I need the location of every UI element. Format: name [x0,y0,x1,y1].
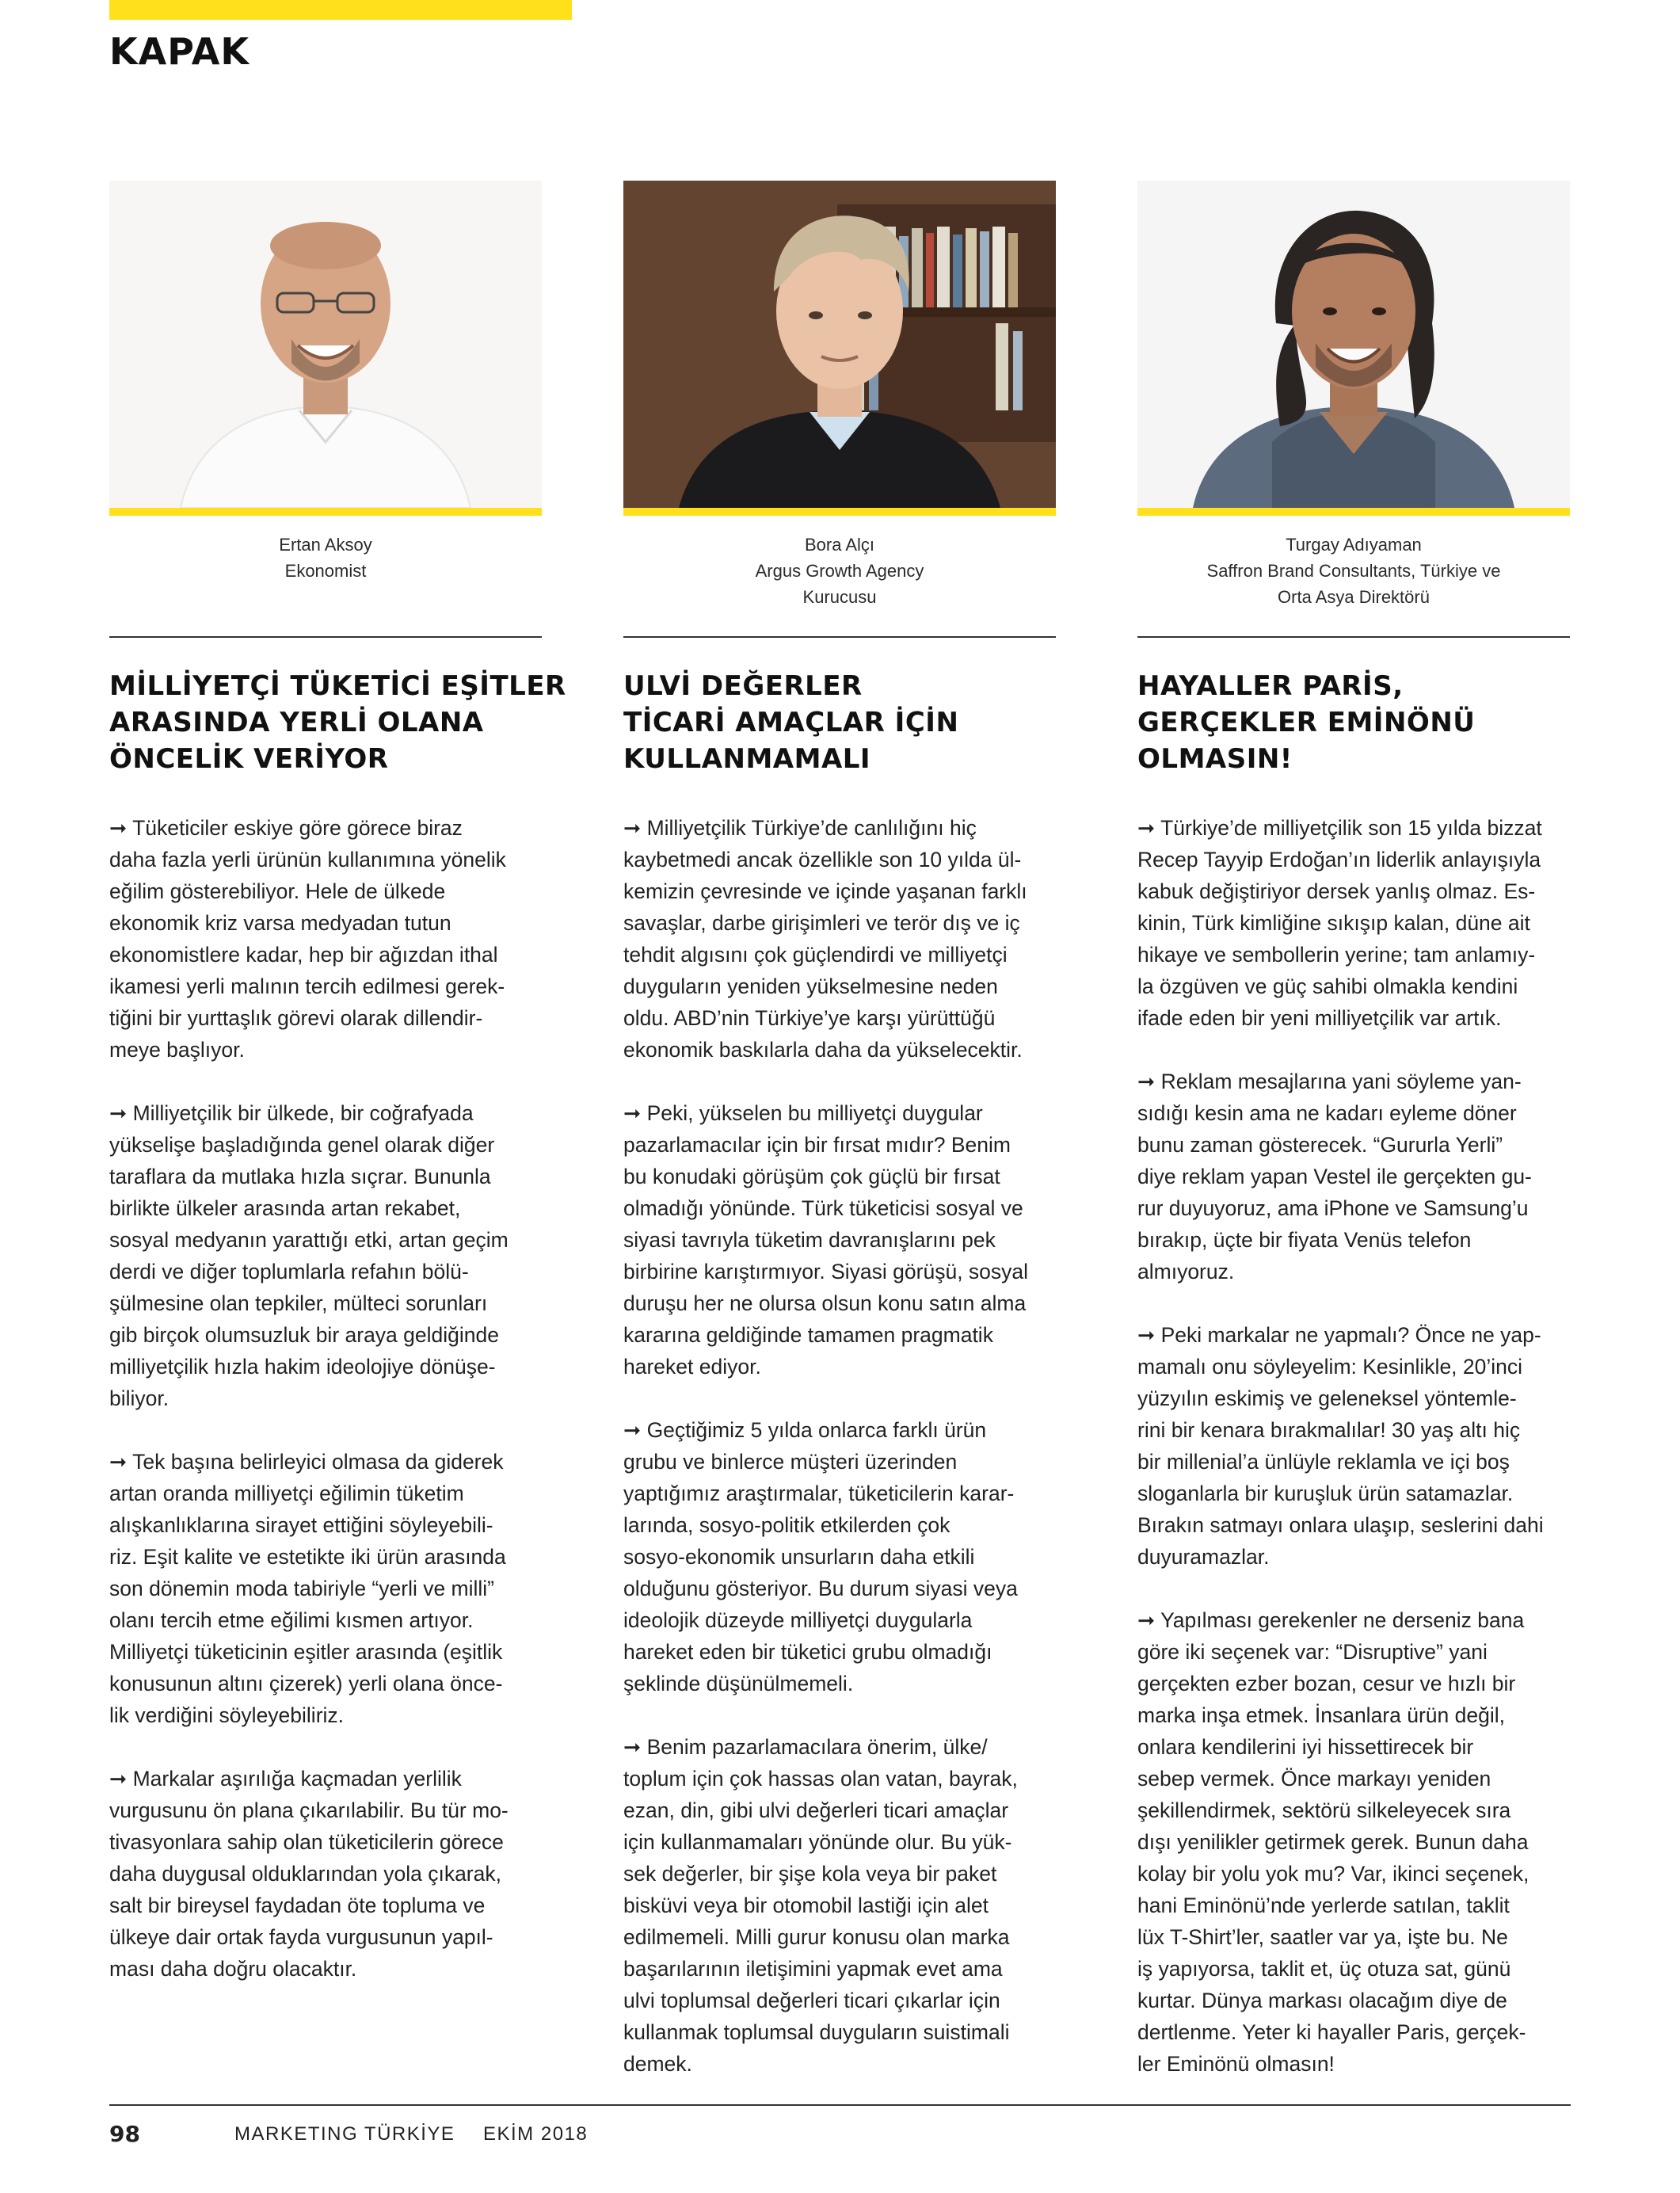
text-line: şülmesine olan tepkiler, mülteci sorunları [109,1291,488,1315]
magazine-name: MARKETING TÜRKİYE [234,2123,455,2145]
text-line: marka inşa etmek. İnsanlara ürün değil, [1137,1703,1505,1727]
text-line: birbirine karıştırmıyor. Siyasi görüşü, sosyal [623,1260,1029,1283]
person-caption [1137,532,1570,636]
text-line: riz. Eşit kalite ve estetikte iki ürün arasında [109,1545,506,1569]
text-line: biliyor. [109,1386,170,1410]
text-line: savaşlar, darbe girişimleri ve terör dış ve iç [623,911,1020,935]
text-line: duyguların yeniden yükselmesine neden [623,974,998,998]
caption-line: Kurucusu [802,587,877,607]
text-line: sebep vermek. Önce markayı yeniden [1137,1767,1491,1791]
text-line: ➞ Peki, yükselen bu milliyetçi duygular [623,1101,983,1125]
text-line: sosyal medyanın yarattığı etki, artan geçim [109,1228,509,1252]
text-line: ➞ Tüketiciler eskiye göre görece biraz [109,816,463,840]
text-line: sıdığı kesin ama ne kadarı eyleme döner [1137,1101,1517,1125]
text-line: başarılarının iletişimini yapmak evet ama [623,1957,1003,1981]
paragraph [109,812,542,1066]
caption-line: Bora Alçı [804,535,875,555]
text-line: duruşu her ne olursa olsun konu satın alma [623,1291,1027,1315]
paragraph [109,1446,542,1731]
portrait-photo [1137,181,1570,508]
headline-line: MİLLİYETÇİ TÜKETİCİ EŞİTLER [109,670,566,702]
text-line: eğilim gösterebiliyor. Hele de ülkede [109,879,446,903]
text-line: onlara kendilerini iyi hissettirecek bir [1137,1735,1474,1759]
text-line: ➞ Markalar aşırılığa kaçmadan yerlilik [109,1767,462,1791]
text-line: yüzyılın eskimiş ve geleneksel yöntemle- [1137,1386,1517,1410]
text-line: ➞ Peki markalar ne yapmalı? Önce ne yap- [1137,1323,1541,1347]
text-line: edilmemeli. Milli gurur konusu olan marka [623,1925,1010,1949]
text-line: ekonomik kriz varsa medyadan tutun [109,911,451,935]
portrait-photo [623,181,1056,508]
text-line: kararına geldiğinde tamamen pragmatik [623,1323,993,1347]
text-line: ikamesi yerli malının tercih edilmesi gerek- [109,974,505,998]
text-line: toplum için çok hassas olan vatan, bayrak, [623,1767,1018,1791]
text-line: kinin, Türk kimliğine sıkışıp kalan, düne ait [1137,911,1530,935]
text-line: kemizin çevresinde ve içinde yaşanan farklı [623,879,1027,903]
text-line: sloganlarla bir kuruşluk ürün satamazlar. [1137,1482,1514,1505]
text-line: ması daha doğru olacaktır. [109,1957,357,1981]
text-line: ➞ Geçtiğimiz 5 yılda onlarca farklı ürün [623,1418,987,1442]
paragraph [623,1731,1056,2080]
divider-rule [623,636,1056,638]
text-line: daha duygusal olduklarından yola çıkarak, [109,1862,501,1886]
text-line: daha fazla yerli ürünün kullanımına yönelik [109,848,506,871]
column-headline [109,668,566,777]
text-line: hareket ediyor. [623,1355,761,1379]
paragraph [1137,1319,1570,1573]
interview-column-2 [623,181,1056,2111]
paragraph [1137,1066,1570,1287]
caption-line: Ekonomist [284,561,367,581]
article-body [623,812,1056,2080]
text-line: kullanmak toplumsal duyguların suistimali [623,2020,1010,2044]
text-line: kabuk değiştiriyor dersek yanlış olmaz. Es- [1137,879,1536,903]
text-line: ekonomistlere kadar, hep bir ağızdan ithal [109,943,498,967]
text-line: sek değerler, bir şişe kola veya bir paket [623,1862,997,1886]
text-line: rini bir kenara bırakmalılar! 30 yaş altı hiç [1137,1418,1521,1442]
text-line: olanı tercih etme eğilimi kısmen artıyor. [109,1608,474,1632]
paragraph [109,1763,542,1985]
text-line: yükselişe başladığında genel olarak diğer [109,1133,495,1157]
headline-line: TİCARİ AMAÇLAR İÇİN [623,707,959,738]
column-headline [1137,668,1570,777]
text-line: hani Eminönü’nde yerlerde satılan, taklit [1137,1894,1510,1917]
headline-line: ÖNCELİK VERİYOR [109,743,389,775]
text-line: için kullanmamaları yönünde olur. Bu yük- [623,1830,1012,1854]
text-line: ➞ Tek başına belirleyici olmasa da giderek [109,1450,504,1474]
caption-line: Ertan Aksoy [279,535,372,555]
paragraph [1137,812,1570,1034]
text-line: ➞ Yapılması gerekenler ne derseniz bana [1137,1608,1525,1632]
text-line: mamalı onu söyleyelim: Kesinlikle, 20’inci [1137,1355,1523,1379]
person-caption [623,532,1056,636]
text-line: Bırakın satmayı onlara ulaşıp, seslerini dahi [1137,1513,1544,1537]
text-line: lik verdiğini söyleyebiliriz. [109,1703,345,1727]
caption-line: Saffron Brand Consultants, Türkiye ve [1206,561,1501,581]
caption-line: Turgay Adıyaman [1286,535,1422,555]
text-line: ifade eden bir yeni milliyetçilik var artık. [1137,1006,1502,1030]
photo-accent-line [109,508,542,516]
paragraph [623,1097,1056,1383]
text-line: ➞ Reklam mesajlarına yani söyleme yan- [1137,1070,1522,1093]
text-line: alışkanlıklarına sirayet ettiğini söyleyebili- [109,1513,493,1537]
text-line: ülkeye dair ortak fayda vurgusunun yapıl- [109,1925,493,1949]
text-line: lüx T-Shirt’ler, saatler var ya, işte bu. Ne [1137,1925,1508,1949]
column-headline [623,668,1056,777]
headline-line: ARASINDA YERLİ OLANA [109,707,484,738]
paragraph [623,1414,1056,1699]
text-line: Recep Tayyip Erdoğan’ın liderlik anlayışıyla [1137,848,1541,871]
text-line: la özgüven ve güç sahibi olmakla kendini [1137,974,1518,998]
text-line: olmadığı yönünde. Türk tüketicisi sosyal ve [623,1196,1023,1220]
text-line: kaybetmedi ancak özellikle son 10 yılda ül- [623,848,1022,871]
portrait-bora-alci [623,181,1056,508]
text-line: ➞ Benim pazarlamacılara önerim, ülke/ [623,1735,988,1759]
text-line: şekillendirmek, sektörü silkeleyecek sıra [1137,1798,1511,1822]
text-line: bir millenial’a ünlüyle reklamla ve içi boş [1137,1450,1510,1474]
section-accent-bar [109,0,572,20]
text-line: ideolojik düzeyde milliyetçi duygularla [623,1608,973,1632]
text-line: kolay bir yolu yok mu? Var, ikinci seçenek, [1137,1862,1530,1886]
portrait-turgay-adiyaman [1137,181,1570,508]
text-line: duyuramazlar. [1137,1545,1270,1569]
text-line: gib birçok olumsuzluk bir araya geldiğinde [109,1323,499,1347]
text-line: konusunun altını çizerek) yerli olana önce- [109,1672,503,1695]
text-line: grubu ve binlerce müşteri üzerinden [623,1450,958,1474]
text-line: gerçekten ezber bozan, cesur ve hızlı bir [1137,1672,1516,1695]
text-line: ler Eminönü olmasın! [1137,2052,1335,2076]
paragraph [623,812,1056,1066]
text-line: siyasi tavrıyla tüketim davranışlarını pek [623,1228,996,1252]
text-line: bırakıp, üçte bir fiyata Venüs telefon [1137,1228,1472,1252]
text-line: ➞ Türkiye’de milliyetçilik son 15 yılda bizzat [1137,816,1542,840]
text-line: artan oranda milliyetçi eğilimin tüketim [109,1482,464,1505]
divider-rule [109,636,542,638]
text-line: sosyo-ekonomik unsurların daha etkili [623,1545,975,1569]
text-line: birlikte ülkeler arasında artan rekabet, [109,1196,461,1220]
interview-column-3 [1137,181,1570,2111]
text-line: taraflara da mutlaka hızla sıçrar. Bununla [109,1165,491,1188]
text-line: bu konudaki görüşüm çok güçlü bir fırsat [623,1165,1000,1188]
text-line: hareket eden bir tüketici grubu olmadığı [623,1640,992,1664]
text-line: oldu. ABD’nin Türkiye’ye karşı yürüttüğü [623,1006,996,1030]
article-body [1137,812,1570,2080]
text-line: tivasyonlara sahip olan tüketicilerin görece [109,1830,504,1854]
person-caption [109,532,542,636]
text-line: diye reklam yapan Vestel ile gerçekten gu- [1137,1165,1532,1188]
text-line: dertlenme. Yeter ki hayaller Paris, gerçek- [1137,2020,1526,2044]
headline-line: GERÇEKLER EMİNÖNÜ [1137,707,1476,738]
headline-line: KULLANMAMALI [623,743,871,775]
footer-rule [109,2104,1571,2106]
page-number: 98 [109,2121,140,2147]
portrait-photo [109,181,542,508]
article-body [109,812,542,1985]
headline-line: OLMASIN! [1137,743,1293,775]
text-line: salt bir bireysel faydadan öte topluma ve [109,1894,486,1917]
text-line: ➞ Milliyetçilik bir ülkede, bir coğrafyada [109,1101,474,1125]
text-line: meye başlıyor. [109,1038,245,1062]
portrait-ertan-aksoy [109,181,542,508]
text-line: şeklinde düşünülmemeli. [623,1672,854,1695]
text-line: milliyetçilik hızla hakim ideolojiye dönüşe- [109,1355,496,1379]
caption-line: Argus Growth Agency [755,561,924,581]
paragraph [1137,1604,1570,2080]
caption-line: Orta Asya Direktörü [1278,587,1430,607]
text-line: ekonomik baskılarla daha da yükselecektir. [623,1038,1023,1062]
headline-line: HAYALLER PARİS, [1137,670,1404,702]
text-line: bisküvi veya bir otomobil lastiği için alet [623,1894,989,1917]
text-line: ➞ Milliyetçilik Türkiye’de canlılığını hiç [623,816,977,840]
text-line: demek. [623,2052,692,2076]
divider-rule [1137,636,1570,638]
text-line: ezan, din, gibi ulvi değerleri ticari amaçlar [623,1798,1009,1822]
text-line: Milliyetçi tüketicinin eşitler arasında (eşitlik [109,1640,503,1664]
text-line: göre iki seçenek var: “Disruptive” yani [1137,1640,1488,1664]
text-line: pazarlamacılar için bir fırsat mıdır? Benim [623,1133,1011,1157]
text-line: tehdit algısını çok güçlendirdi ve milliyetçi [623,943,1008,967]
text-line: yaptığımız araştırmalar, tüketicilerin karar- [623,1482,1015,1505]
photo-accent-line [623,508,1056,516]
text-line: bunu zaman gösterecek. “Gururla Yerli” [1137,1133,1503,1157]
text-line: larında, sosyo-politik etkilerden çok [623,1513,950,1537]
headline-line: ULVİ DEĞERLER [623,670,863,702]
text-line: almıyoruz. [1137,1260,1235,1283]
text-line: hikaye ve sembollerin yerine; tam anlamıy- [1137,943,1536,967]
text-line: olduğunu gösteriyor. Bu durum siyasi veya [623,1577,1018,1600]
issue-date: EKİM 2018 [483,2123,589,2145]
text-line: rur duyuyoruz, ama iPhone ve Samsung’u [1137,1196,1529,1220]
text-line: derdi ve diğer toplumlarla refahın bölü- [109,1260,469,1283]
text-line: ulvi toplumsal değerleri ticari çıkarlar için [623,1989,1000,2012]
text-line: iş yapıyorsa, taklit et, üç otuza sat, günü [1137,1957,1511,1981]
paragraph [109,1097,542,1414]
text-line: dışı yenilikler getirmek gerek. Bunun daha [1137,1830,1529,1854]
text-line: vurgusunu ön plana çıkarılabilir. Bu tür mo- [109,1798,509,1822]
photo-accent-line [1137,508,1570,516]
text-line: kurtar. Dünya markası olacağım diye de [1137,1989,1507,2012]
section-title: KAPAK [109,30,250,73]
text-line: tiğini bir yurttaşlık görevi olarak dillendir- [109,1006,483,1030]
text-line: son dönemin moda tabiriyle “yerli ve milli” [109,1577,495,1600]
interview-column-1 [109,181,566,2016]
